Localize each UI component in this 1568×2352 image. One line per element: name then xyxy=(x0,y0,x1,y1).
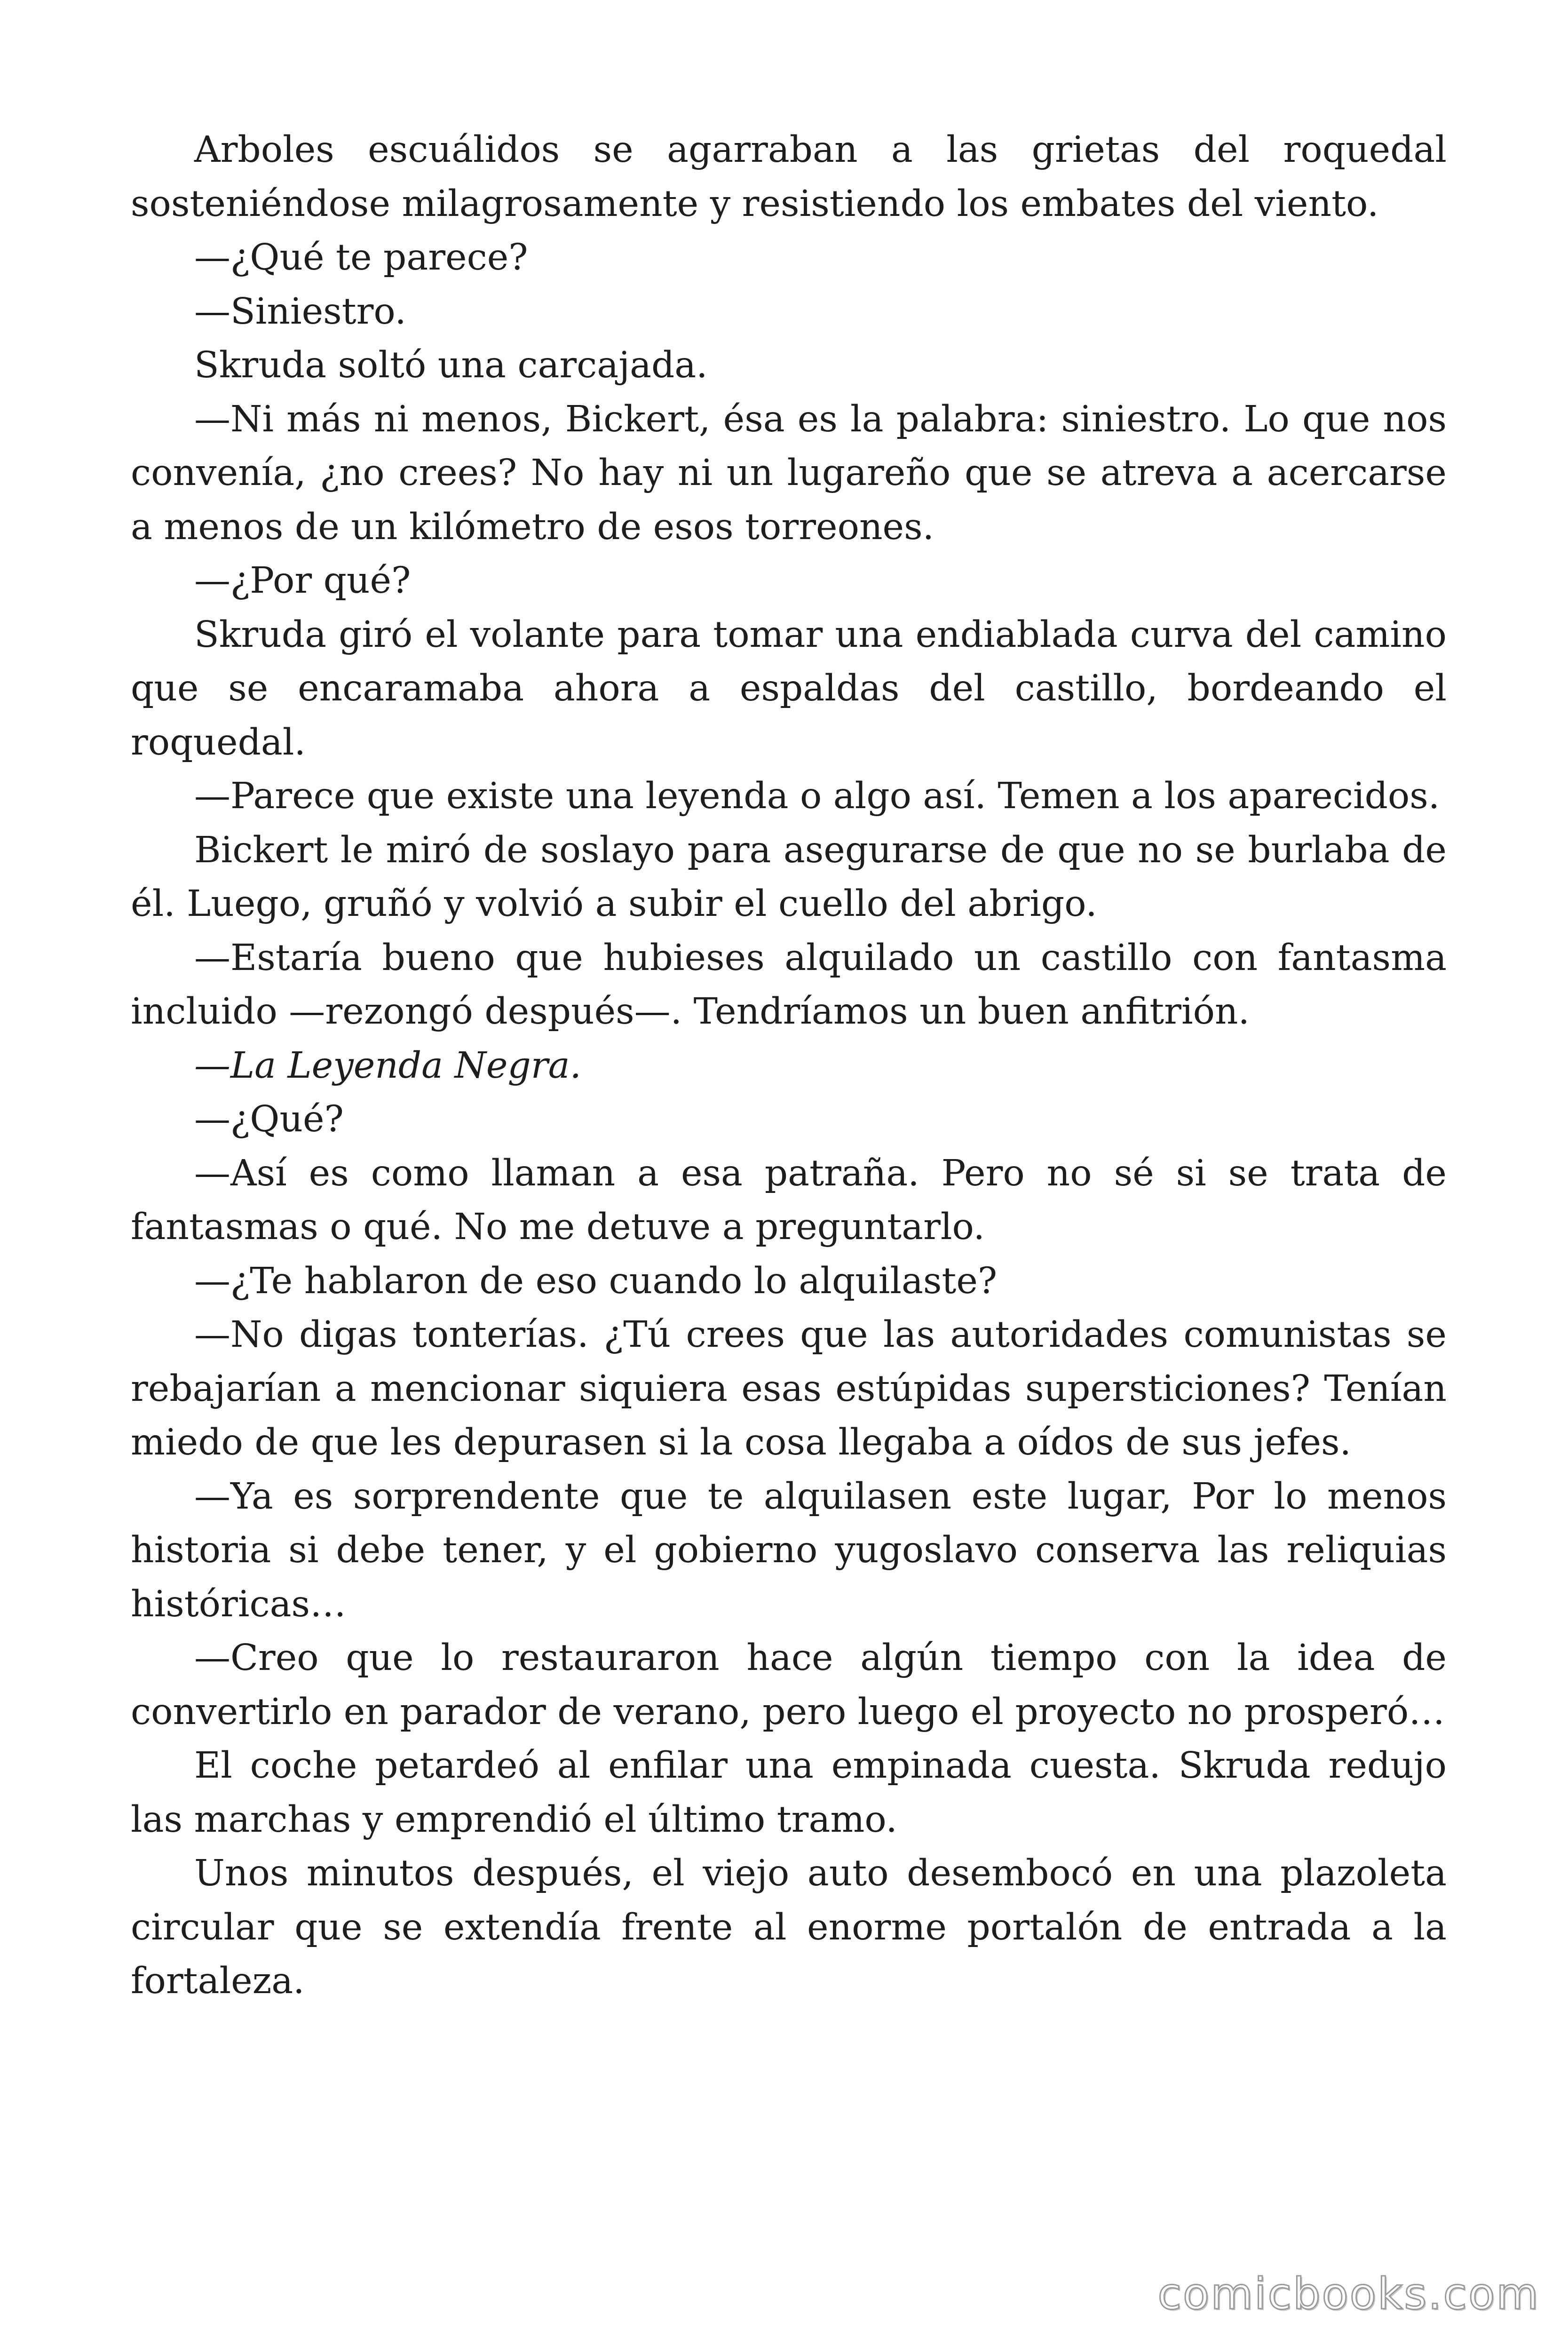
paragraph: —¿Te hablaron de eso cuando lo alquilaste? xyxy=(194,1260,998,1302)
paragraph: —No digas tonterías. ¿Tú crees que las autoridades comunistas se rebajarían a mencionar siquiera esas estúpidas supersticiones? Tenían miedo de que les depurasen si la cosa llegaba a oídos de sus jefes. xyxy=(131,1314,1447,1463)
paragraph: Arboles escuálidos se agarraban a las grietas del roquedal sosteniéndose milagrosamente y resistiendo los embates del viento. xyxy=(131,129,1447,225)
watermark: comicbooks.com xyxy=(1157,2269,1540,2319)
paragraph: —Siniestro. xyxy=(194,290,406,333)
paragraph: —Así es como llaman a esa patraña. Pero no sé si se trata de fantasmas o qué. No me detuve a preguntarlo. xyxy=(131,1152,1447,1248)
paragraph: —¿Qué? xyxy=(194,1098,344,1140)
paragraph: —Ni más ni menos, Bickert, ésa es la palabra: siniestro. Lo que nos convenía, ¿no crees? No hay ni un lugareño que se atreva a acercarse a menos de un kilómetro de esos torreones. xyxy=(131,398,1447,548)
paragraph: —Parece que existe una leyenda o algo así. Temen a los aparecidos. xyxy=(194,775,1440,817)
paragraph: —¿Qué te parece? xyxy=(194,237,528,278)
paragraph: —Creo que lo restauraron hace algún tiempo con la idea de convertirlo en parador de verano, pero luego el proyecto no prosperó… xyxy=(131,1637,1447,1733)
paragraph: Skruda soltó una carcajada. xyxy=(194,344,708,386)
paragraph: Bickert le miró de soslayo para asegurarse de que no se burlaba de él. Luego, gruñó y volvió a subir el cuello del abrigo. xyxy=(131,829,1447,925)
paragraph: —Estaría bueno que hubieses alquilado un castillo con fantasma incluido —rezongó después—. Tendríamos un buen anfitrión. xyxy=(131,937,1447,1033)
paragraph: Skruda giró el volante para tomar una endiablada curva del camino que se encaramaba ahora a espaldas del castillo, bordeando el roquedal. xyxy=(131,613,1447,763)
paragraph: —Ya es sorprendente que te alquilasen este lugar, Por lo menos historia si debe tener, y el gobierno yugoslavo conserva las reliquias históricas… xyxy=(131,1475,1447,1625)
paragraph: El coche petardeó al enfilar una empinada cuesta. Skruda redujo las marchas y emprendió el último tramo. xyxy=(131,1745,1447,1841)
paragraph: —¿Por qué? xyxy=(194,560,411,602)
paragraph: Unos minutos después, el viejo auto desembocó en una plazoleta circular que se extendía frente al enorme portalón de entrada a la fortaleza. xyxy=(131,1852,1447,2002)
body-text xyxy=(131,123,1447,2009)
paragraph-italic: —La Leyenda Negra. xyxy=(194,1044,581,1087)
